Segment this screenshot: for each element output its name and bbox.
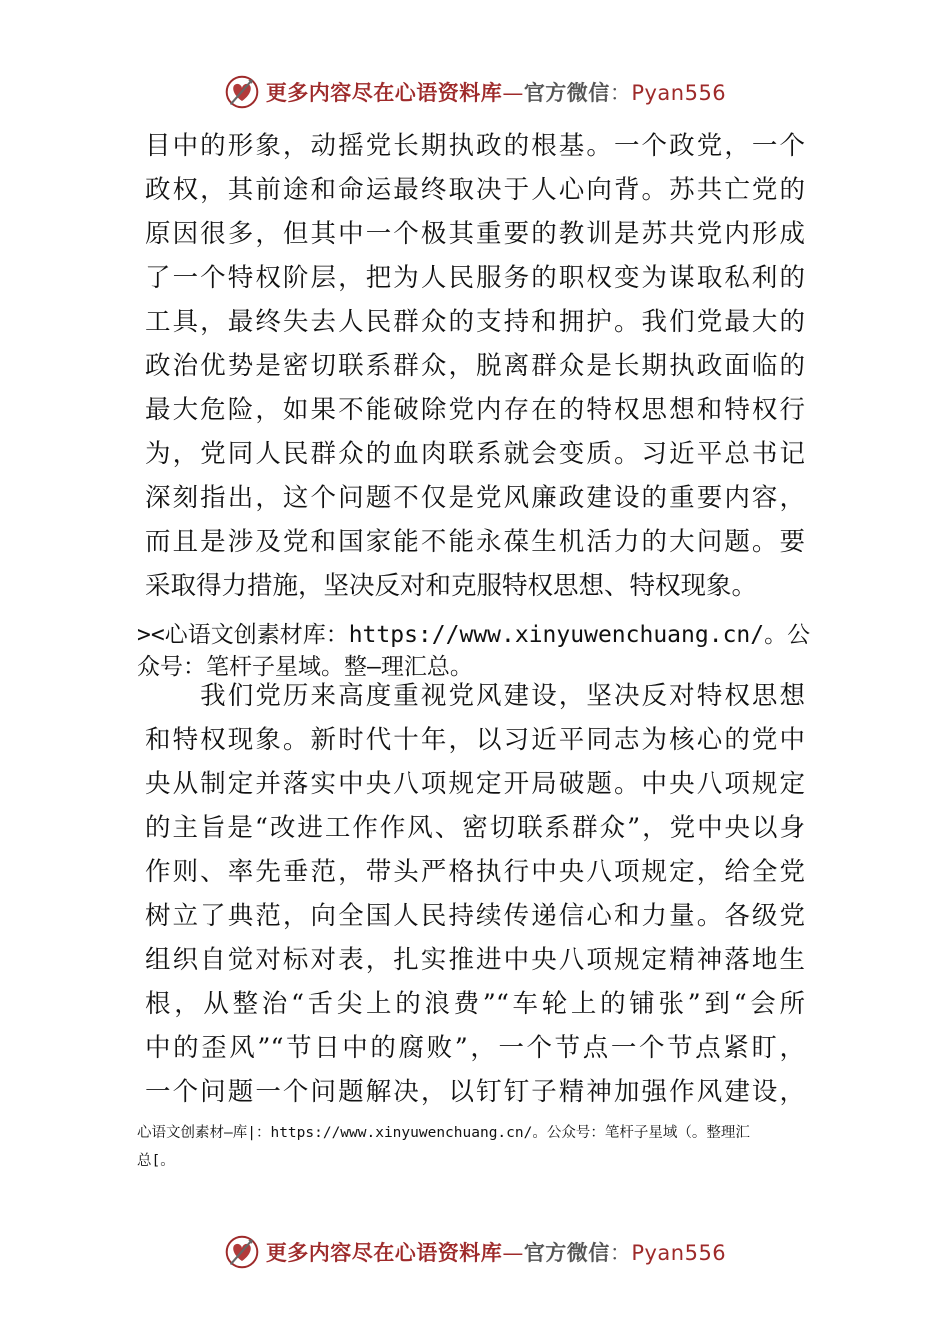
footer-banner-dash: — — [502, 1241, 524, 1265]
paragraph2-line: 一个问题一个问题解决，以钉钉子精神加强作风建设， — [145, 1077, 805, 1107]
paragraph1-line: 目中的形象，动摇党长期执政的根基。一个政党，一个 — [145, 131, 805, 161]
header-banner — [0, 72, 950, 112]
paragraph1-line: 而且是涉及党和国家能不能永葆生机活力的大问题。要 — [145, 527, 805, 557]
footer-banner-main: 更多内容尽在心语资料库 — [265, 1241, 503, 1265]
paragraph1-line: 原因很多，但其中一个极其重要的教训是苏共党内形成 — [145, 219, 805, 249]
header-banner-text — [266, 77, 726, 107]
footer-note-line: 总[。 — [137, 1153, 175, 1169]
heart-logo-icon — [224, 1234, 260, 1270]
paragraph2-line: 树立了典范，向全国人民持续传递信心和力量。各级党 — [145, 901, 805, 931]
footer-banner-sep: ： — [609, 1241, 632, 1265]
paragraph1-line: 为，党同人民群众的血肉联系就会变质。习近平总书记 — [145, 439, 805, 469]
paragraph2-line: 的主旨是“改进工作作风、密切联系群众”，党中央以身 — [145, 813, 805, 843]
paragraph1-line: 工具，最终失去人民群众的支持和拥护。我们党最大的 — [145, 307, 805, 337]
paragraph2-line: 中的歪风”“节日中的腐败”，一个节点一个节点紧盯， — [145, 1033, 805, 1063]
header-banner-dash: — — [502, 81, 524, 105]
paragraph2-line: 作则、率先垂范，带头严格执行中央八项规定，给全党 — [145, 857, 805, 887]
paragraph1-line: 最大危险，如果不能破除党内存在的特权思想和特权行 — [145, 395, 805, 425]
header-banner-id: Pyan556 — [631, 81, 727, 105]
heart-logo-icon — [224, 74, 260, 110]
source-note-line: ><心语文创素材库：https://www.xinyuwenchuang.cn/。公 — [137, 622, 811, 648]
header-banner-wechat: 官方微信 — [523, 81, 610, 105]
paragraph1-line: 政治优势是密切联系群众，脱离群众是长期执政面临的 — [145, 351, 805, 381]
paragraph2-line: 根，从整治“舌尖上的浪费”“车轮上的铺张”到“会所 — [145, 989, 805, 1019]
source-note-line: 众号：笔杆子星域。整—理汇总。 — [137, 654, 473, 680]
header-banner-main: 更多内容尽在心语资料库 — [265, 81, 503, 105]
paragraph2-line: 我们党历来高度重视党风建设，坚决反对特权思想 — [145, 681, 805, 711]
paragraph2-line: 央从制定并落实中央八项规定开局破题。中央八项规定 — [145, 769, 805, 799]
paragraph1-line: 采取得力措施，坚决反对和克服特权思想、特权现象。 — [145, 571, 758, 601]
footer-banner-id: Pyan556 — [631, 1241, 727, 1265]
footer-note-line: 心语文创素材—库|：https://www.xinyuwenchuang.cn/。公众号：笔杆子星域（。整理汇 — [137, 1125, 750, 1141]
header-banner-sep: ： — [609, 81, 632, 105]
paragraph1-line: 深刻指出，这个问题不仅是党风廉政建设的重要内容， — [145, 483, 805, 513]
paragraph1-line: 了一个特权阶层，把为人民服务的职权变为谋取私利的 — [145, 263, 805, 293]
paragraph2-line: 和特权现象。新时代十年，以习近平同志为核心的党中 — [145, 725, 805, 755]
paragraph1-line: 政权，其前途和命运最终取决于人心向背。苏共亡党的 — [145, 175, 805, 205]
footer-banner-text — [266, 1237, 726, 1267]
paragraph2-line: 组织自觉对标对表，扎实推进中央八项规定精神落地生 — [145, 945, 805, 975]
footer-banner — [0, 1232, 950, 1272]
footer-banner-wechat: 官方微信 — [523, 1241, 610, 1265]
